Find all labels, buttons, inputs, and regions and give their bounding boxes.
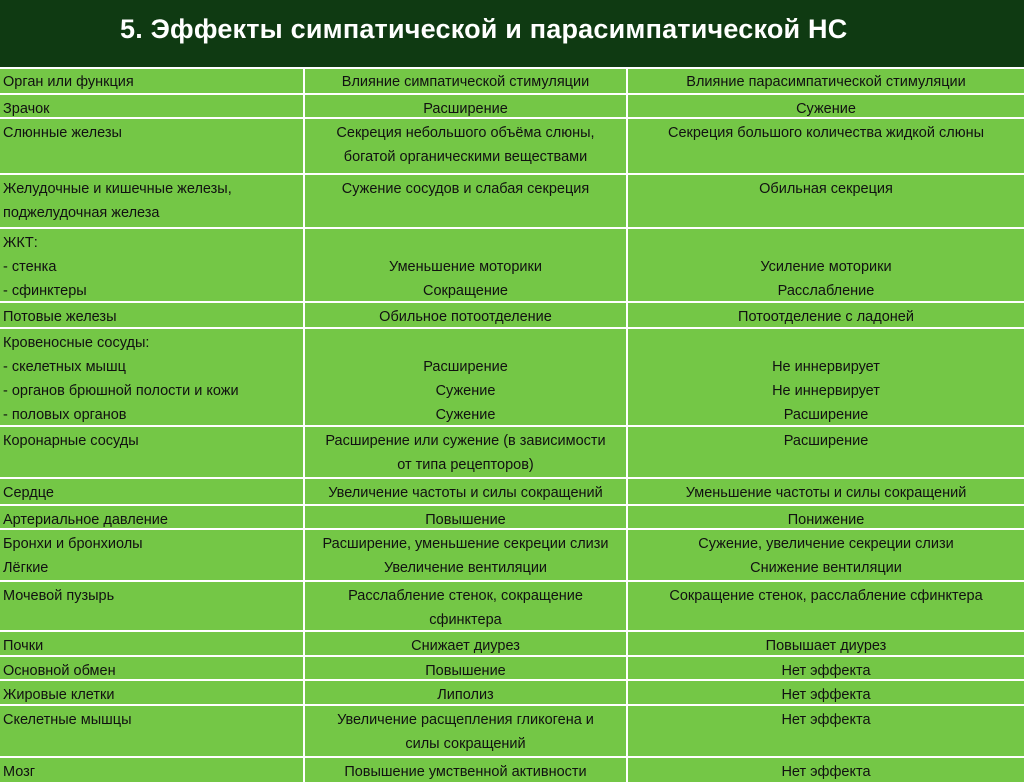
sympathetic-cell: Липолиз [303, 681, 626, 707]
sympathetic-cell: Увеличение расщепления гликогена и силы сокращений [303, 706, 626, 756]
parasympathetic-cell: Сужение [626, 95, 1024, 121]
parasympathetic-cell: Не иннервирует Не иннервирует Расширение [626, 329, 1024, 427]
effects-table [0, 67, 1024, 784]
sympathetic-cell: Обильное потоотделение [303, 303, 626, 329]
sympathetic-cell: Расслабление стенок, сокращение сфинктера [303, 582, 626, 632]
table-row [0, 506, 1024, 530]
sympathetic-cell: Секреция небольшого объёма слюны, богатой органическими веществами [303, 119, 626, 173]
parasympathetic-cell: Расширение [626, 427, 1024, 477]
table-row [0, 530, 1024, 582]
table-row [0, 681, 1024, 706]
table-row [0, 95, 1024, 119]
sympathetic-cell: Уменьшение моторики Сокращение [303, 229, 626, 303]
organ-cell: Кровеносные сосуды: - скелетных мышц - органов брюшной полости и кожи - половых органов [3, 335, 239, 423]
organ-cell: Мозг [3, 764, 36, 780]
organ-cell: Желудочные и кишечные железы, поджелудочная железа [3, 181, 232, 221]
sympathetic-cell: Увеличение частоты и силы сокращений [303, 479, 626, 505]
header-organ: Орган или функция [3, 74, 134, 90]
organ-cell: Бронхи и бронхиолы Лёгкие [3, 536, 143, 576]
sympathetic-cell: Повышение [303, 657, 626, 683]
parasympathetic-cell: Потоотделение с ладоней [626, 303, 1024, 329]
organ-cell: ЖКТ: - стенка - сфинктеры [3, 235, 87, 299]
table-row [0, 632, 1024, 657]
table-row [0, 303, 1024, 329]
sympathetic-cell: Расширение, уменьшение секреции слизи Увеличение вентиляции [303, 530, 626, 580]
parasympathetic-cell: Сокращение стенок, расслабление сфинктера [626, 582, 1024, 632]
parasympathetic-cell: Усиление моторики Расслабление [626, 229, 1024, 303]
parasympathetic-cell: Уменьшение частоты и силы сокращений [626, 479, 1024, 505]
table-row [0, 706, 1024, 758]
sympathetic-cell: Расширение [303, 95, 626, 121]
sympathetic-cell: Снижает диурез [303, 632, 626, 658]
title-bar [0, 0, 1024, 58]
organ-cell: Слюнные железы [3, 125, 122, 141]
table-row [0, 582, 1024, 632]
parasympathetic-cell: Повышает диурез [626, 632, 1024, 658]
parasympathetic-cell: Понижение [626, 506, 1024, 532]
parasympathetic-cell: Нет эффекта [626, 657, 1024, 683]
organ-cell: Зрачок [3, 101, 50, 117]
table-row [0, 479, 1024, 506]
table-row [0, 758, 1024, 784]
slide-title: 5. Эффекты симпатической и парасимпатической НС [120, 13, 848, 44]
parasympathetic-cell: Нет эффекта [626, 681, 1024, 707]
organ-cell: Мочевой пузырь [3, 588, 115, 604]
parasympathetic-cell: Нет эффекта [626, 706, 1024, 756]
table-row [0, 329, 1024, 427]
organ-cell: Почки [3, 638, 44, 654]
sympathetic-cell: Повышение умственной активности [303, 758, 626, 784]
table-row [0, 657, 1024, 681]
organ-cell: Сердце [3, 485, 54, 501]
parasympathetic-cell: Сужение, увеличение секреции слизи Снижение вентиляции [626, 530, 1024, 580]
table-row [0, 229, 1024, 303]
table-row [0, 175, 1024, 229]
table-header-row [0, 69, 1024, 95]
organ-cell: Коронарные сосуды [3, 433, 139, 449]
parasympathetic-cell: Нет эффекта [626, 758, 1024, 784]
table-row [0, 119, 1024, 175]
parasympathetic-cell: Секреция большого количества жидкой слюны [626, 119, 1024, 173]
organ-cell: Основной обмен [3, 663, 116, 679]
organ-cell: Скелетные мышцы [3, 712, 132, 728]
organ-cell: Артериальное давление [3, 512, 168, 528]
sympathetic-cell: Расширение Сужение Сужение [303, 329, 626, 427]
table-row [0, 427, 1024, 479]
sympathetic-cell: Сужение сосудов и слабая секреция [303, 175, 626, 227]
organ-cell: Потовые железы [3, 309, 117, 325]
header-sympathetic: Влияние симпатической стимуляции [303, 69, 626, 94]
sympathetic-cell: Повышение [303, 506, 626, 532]
parasympathetic-cell: Обильная секреция [626, 175, 1024, 227]
sympathetic-cell: Расширение или сужение (в зависимости от типа рецепторов) [303, 427, 626, 477]
organ-cell: Жировые клетки [3, 687, 115, 703]
header-parasympathetic: Влияние парасимпатической стимуляции [626, 69, 1024, 94]
